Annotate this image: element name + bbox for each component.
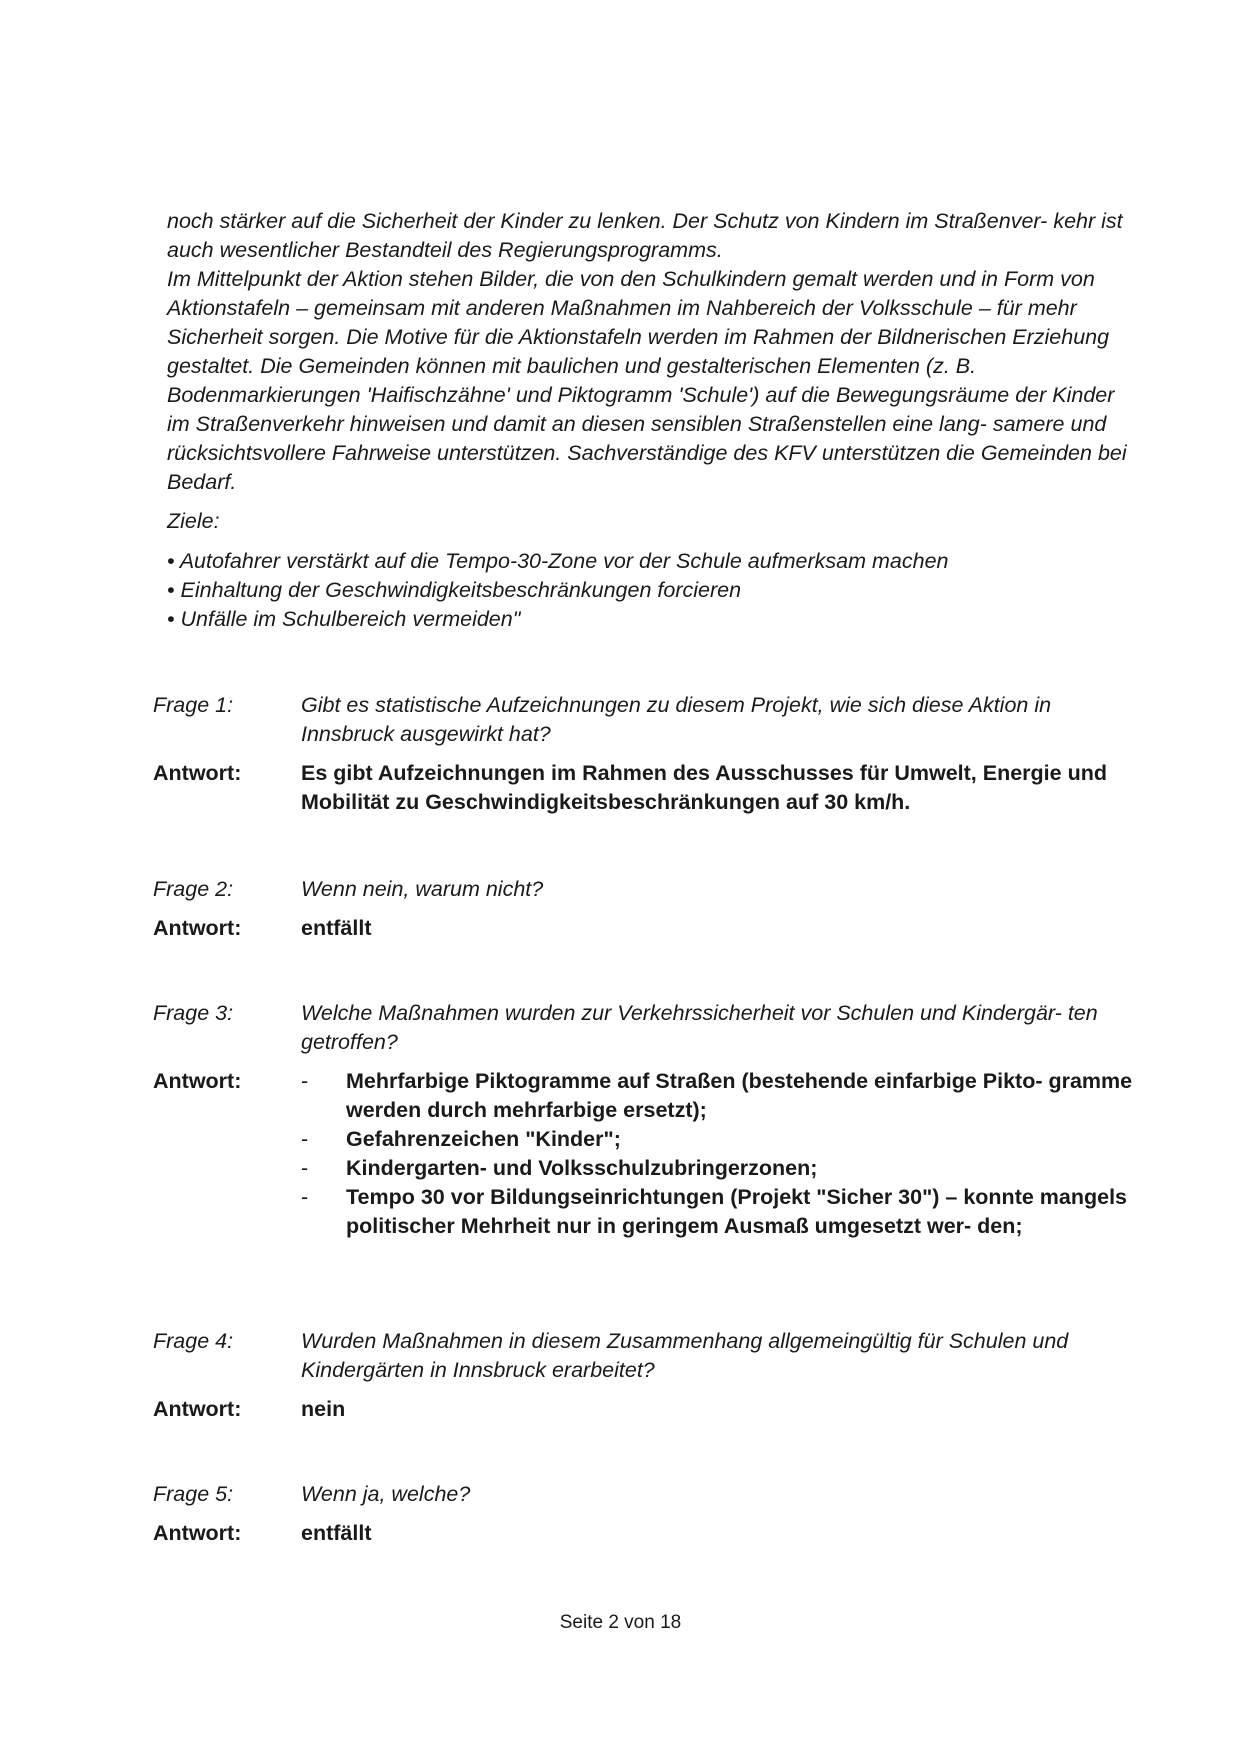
question-row xyxy=(153,1480,1133,1509)
answer-item-text: Mehrfarbige Piktogramme auf Straßen (bestehende einfarbige Pikto- gramme werden durch mehrfarbige ersetzt); xyxy=(346,1069,1133,1122)
question-row xyxy=(153,875,1133,904)
answer-text: nein xyxy=(301,1397,346,1421)
question-text: Wenn ja, welche? xyxy=(301,1482,471,1506)
answer-item-text: Gefahrenzeichen "Kinder"; xyxy=(346,1127,621,1151)
question-label: Frage 2: xyxy=(153,877,234,901)
dash-bullet: - xyxy=(301,1185,309,1209)
answer-item-text: Tempo 30 vor Bildungseinrichtungen (Projekt "Sicher 30") – konnte mangels politischer Mehrheit nur in geringem Ausmaß umgesetzt wer- den; xyxy=(346,1185,1128,1238)
answer-label: Antwort: xyxy=(153,761,242,785)
qa-block-4 xyxy=(153,1327,1133,1424)
answer-label: Antwort: xyxy=(153,916,242,940)
goals-title: Ziele: xyxy=(167,509,220,533)
intro-paragraph-1: noch stärker auf die Sicherheit der Kinder zu lenken. Der Schutz von Kindern im Straßenver- kehr ist auch wesentlicher Bestandteil des Regierungsprogramms. xyxy=(167,209,1123,262)
dash-bullet: - xyxy=(301,1069,309,1093)
answer-list-item xyxy=(301,1067,1133,1125)
answer-item-text: Kindergarten- und Volksschulzubringerzonen; xyxy=(346,1156,818,1180)
question-row xyxy=(153,999,1133,1057)
intro-section xyxy=(167,207,1142,634)
question-row xyxy=(153,691,1133,749)
question-label: Frage 1: xyxy=(153,693,234,717)
answer-list-container xyxy=(301,1067,1133,1241)
answer-label: Antwort: xyxy=(153,1397,242,1421)
answer-text: entfällt xyxy=(301,1521,372,1545)
answer-label: Antwort: xyxy=(153,1069,242,1093)
goal-item: • Unfälle im Schulbereich vermeiden" xyxy=(167,607,521,631)
question-text: Wenn nein, warum nicht? xyxy=(301,877,544,901)
answer-row xyxy=(153,914,1133,943)
question-label: Frage 3: xyxy=(153,1001,234,1025)
question-label: Frage 4: xyxy=(153,1329,234,1353)
intro-paragraph-2: Im Mittelpunkt der Aktion stehen Bilder, die von den Schulkindern gemalt werden und in Form von Aktionstafeln – gemeinsam mit anderen Maßnahmen im Nahbereich der Volksschule – für mehr Sicherheit sorgen. Die Motive für die Aktionstafeln werden im Rahmen der Bildnerischen Erziehung gestaltet. Die Gemeinden können mit baulichen und gestalterischen Elementen (z. B. Bodenmarkierungen 'Haifischzähne' und Piktogramm 'Schule') auf die Bewegungsräume der Kinder im Straßenverkehr hinweisen und damit an diesen sensiblen Straßenstellen eine lang- samere und rücksichtsvollere Fahrweise unterstützen. Sachverständige des KFV unterstützen die Gemeinden bei Bedarf. xyxy=(167,267,1127,494)
goals-list xyxy=(167,547,1142,634)
question-text: Wurden Maßnahmen in diesem Zusammenhang allgemeingültig für Schulen und Kindergärten in Innsbruck erarbeitet? xyxy=(301,1329,1069,1382)
question-row xyxy=(153,1327,1133,1385)
answer-row xyxy=(153,759,1133,817)
qa-block-2 xyxy=(153,875,1133,943)
answer-list-item xyxy=(301,1154,1133,1183)
answer-row xyxy=(153,1519,1133,1548)
goal-item: • Autofahrer verstärkt auf die Tempo-30-Zone vor der Schule aufmerksam machen xyxy=(167,549,949,573)
answer-list-item xyxy=(301,1183,1133,1241)
answer-label: Antwort: xyxy=(153,1521,242,1545)
dash-bullet: - xyxy=(301,1156,309,1180)
answer-text: Es gibt Aufzeichnungen im Rahmen des Ausschusses für Umwelt, Energie und Mobilität zu Geschwindigkeitsbeschränkungen auf 30 km/h. xyxy=(301,761,1107,814)
qa-block-3 xyxy=(153,999,1133,1241)
qa-block-5 xyxy=(153,1480,1133,1548)
qa-block-1 xyxy=(153,691,1133,817)
answer-list xyxy=(301,1067,1133,1241)
goal-item: • Einhaltung der Geschwindigkeitsbeschränkungen forcieren xyxy=(167,578,742,602)
question-label: Frage 5: xyxy=(153,1482,234,1506)
question-text: Gibt es statistische Aufzeichnungen zu diesem Projekt, wie sich diese Aktion in Innsbruck ausgewirkt hat? xyxy=(301,693,1052,746)
answer-row xyxy=(153,1067,1133,1241)
answer-list-item xyxy=(301,1125,1133,1154)
question-text: Welche Maßnahmen wurden zur Verkehrssicherheit vor Schulen und Kindergär- ten getroffen? xyxy=(301,1001,1098,1054)
dash-bullet: - xyxy=(301,1127,309,1151)
page-number-footer: Seite 2 von 18 xyxy=(559,1612,682,1633)
answer-row xyxy=(153,1395,1133,1424)
answer-text: entfällt xyxy=(301,916,372,940)
